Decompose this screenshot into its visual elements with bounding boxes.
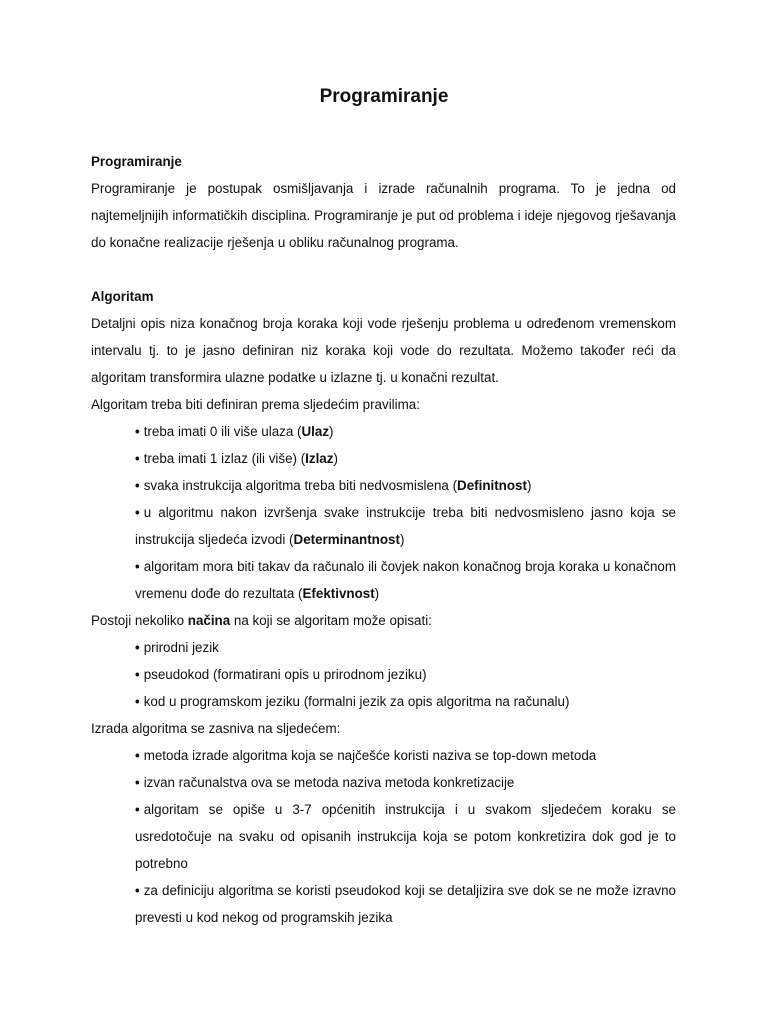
- rules-intro: Algoritam treba biti definiran prema sljedećim pravilima:: [91, 397, 420, 412]
- section-heading-programiranje: Programiranje: [91, 154, 182, 169]
- spacer: [91, 256, 676, 283]
- list-item: • algoritam mora biti takav da računalo ili čovjek nakon konačnog broja koraka u konačnom vremenu dođe do rezultata (Efektivnost): [135, 559, 676, 601]
- paragraph-algoritam: Detaljni opis niza konačnog broja koraka koji vode rješenju problema u određenom vremenskom intervalu tj. to je jasno definiran niz koraka koji vode do rezultata. Možemo također reći da algoritam transformira ulazne podatke u izlazne tj. u konačni rezultat.: [91, 316, 676, 385]
- list-item: • treba imati 0 ili više ulaza (Ulaz): [135, 424, 334, 439]
- list-item: • prirodni jezik: [135, 640, 219, 655]
- page-title: Programiranje: [319, 86, 449, 107]
- design-list: [91, 742, 676, 931]
- bullet-icon: •: [135, 424, 140, 439]
- bullet-icon: •: [135, 667, 140, 682]
- section-heading-algoritam: Algoritam: [91, 289, 154, 304]
- paragraph-programiranje: Programiranje je postupak osmišljavanja i izrade računalnih programa. To je jedna od najtemeljnijih informatičkih disciplina. Programiranje je put od problema i ideje njegovog rješavanja do konačne realizacije rješenja u obliku računalnog programa.: [91, 181, 676, 250]
- rules-list: [91, 418, 676, 607]
- bullet-icon: •: [135, 505, 140, 520]
- list-item: • pseudokod (formatirani opis u prirodnom jeziku): [135, 667, 427, 682]
- bullet-icon: •: [135, 478, 140, 493]
- methods-intro: Postoji nekoliko načina na koji se algoritam može opisati:: [91, 613, 432, 628]
- list-item: • svaka instrukcija algoritma treba biti nedvosmislena (Definitnost): [135, 478, 532, 493]
- document-body: [91, 148, 676, 931]
- list-item: • metoda izrade algoritma koja se najčešće koristi naziva se top-down metoda: [135, 748, 597, 763]
- list-item: • izvan računalstva ova se metoda naziva metoda konkretizacije: [135, 775, 515, 790]
- bullet-icon: •: [135, 694, 140, 709]
- list-item: • algoritam se opiše u 3-7 općenitih instrukcija i u svakom sljedećem koraku se usredotočuje na svaku od opisanih instrukcija koja se potom konkretizira dok god je to potrebno: [135, 802, 676, 871]
- bullet-icon: •: [135, 883, 140, 898]
- bullet-icon: •: [135, 775, 140, 790]
- list-item: • kod u programskom jeziku (formalni jezik za opis algoritma na računalu): [135, 694, 570, 709]
- bullet-icon: •: [135, 559, 140, 574]
- bullet-icon: •: [135, 640, 140, 655]
- bullet-icon: •: [135, 451, 140, 466]
- list-item: • u algoritmu nakon izvršenja svake instrukcije treba biti nedvosmisleno jasno koja se instrukcija sljedeća izvodi (Determinantnost): [135, 505, 676, 547]
- bullet-icon: •: [135, 802, 140, 817]
- design-intro: Izrada algoritma se zasniva na sljedećem:: [91, 721, 341, 736]
- list-item: • treba imati 1 izlaz (ili više) (Izlaz): [135, 451, 338, 466]
- list-item: • za definiciju algoritma se koristi pseudokod koji se detaljizira sve dok se ne može izravno prevesti u kod nekog od programskih jezika: [135, 883, 676, 925]
- methods-list: [91, 634, 676, 715]
- bullet-icon: •: [135, 748, 140, 763]
